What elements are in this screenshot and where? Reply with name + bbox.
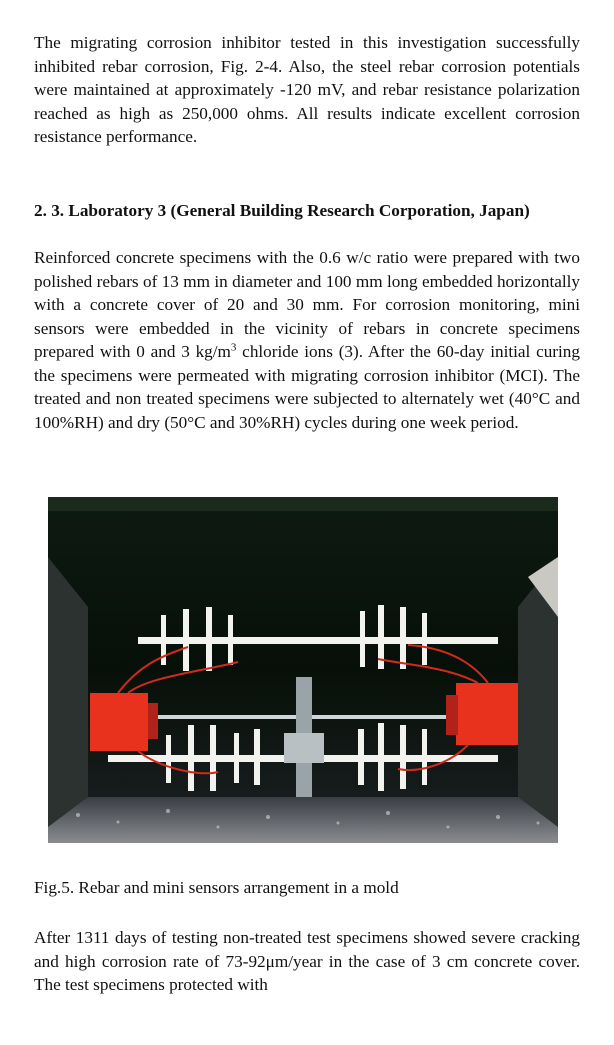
section-heading: 2. 3. Laboratory 3 (General Building Research Corporation, Japan) xyxy=(34,201,530,220)
paragraph-methods-text-b: chloride ions (3). After the 60-day initial curing the specimens were permeated with migrating corrosion inhibitor (MCI). The treated and non treated specimens were subjected to alternately wet (40°C and 100%RH) and dry (50°C and 30%RH) cycles during one week period. xyxy=(34,342,580,432)
figure-photo-rebar-mold xyxy=(48,497,558,843)
rebar-mold-photo xyxy=(48,497,558,843)
paragraph-intro: The migrating corrosion inhibitor tested in this investigation successfully inhibited rebar corrosion, Fig. 2-4. Also, the steel rebar corrosion potentials were maintained at approximately -120 mV, and rebar resistance polarization reached as high as 250,000 ohms. All results indicate excellent corrosion resistance performance. xyxy=(34,33,580,146)
figure-caption: Fig.5. Rebar and mini sensors arrangement in a mold xyxy=(34,878,399,897)
superscript-3: 3 xyxy=(230,341,237,354)
paragraph-methods-text-a: Reinforced concrete specimens with the 0.6 w/c ratio were prepared with two polished rebars of 13 mm in diameter and 100 mm long embedded horizontally with a concrete cover of 20 and 30 mm. For corrosion monitoring, mini sensors were embedded in the vicinity of rebars in concrete specimens prepared with 0 and 3 kg/m xyxy=(34,248,580,361)
paragraph-methods xyxy=(34,246,580,434)
left-sensor-block xyxy=(90,693,148,751)
paragraph-results: After 1311 days of testing non-treated test specimens showed severe cracking and high corrosion rate of 73-92μm/year in the case of 3 cm concrete cover. The test specimens protected with xyxy=(34,928,580,994)
upper-rebar xyxy=(138,637,498,644)
right-sensor-block xyxy=(456,683,518,745)
